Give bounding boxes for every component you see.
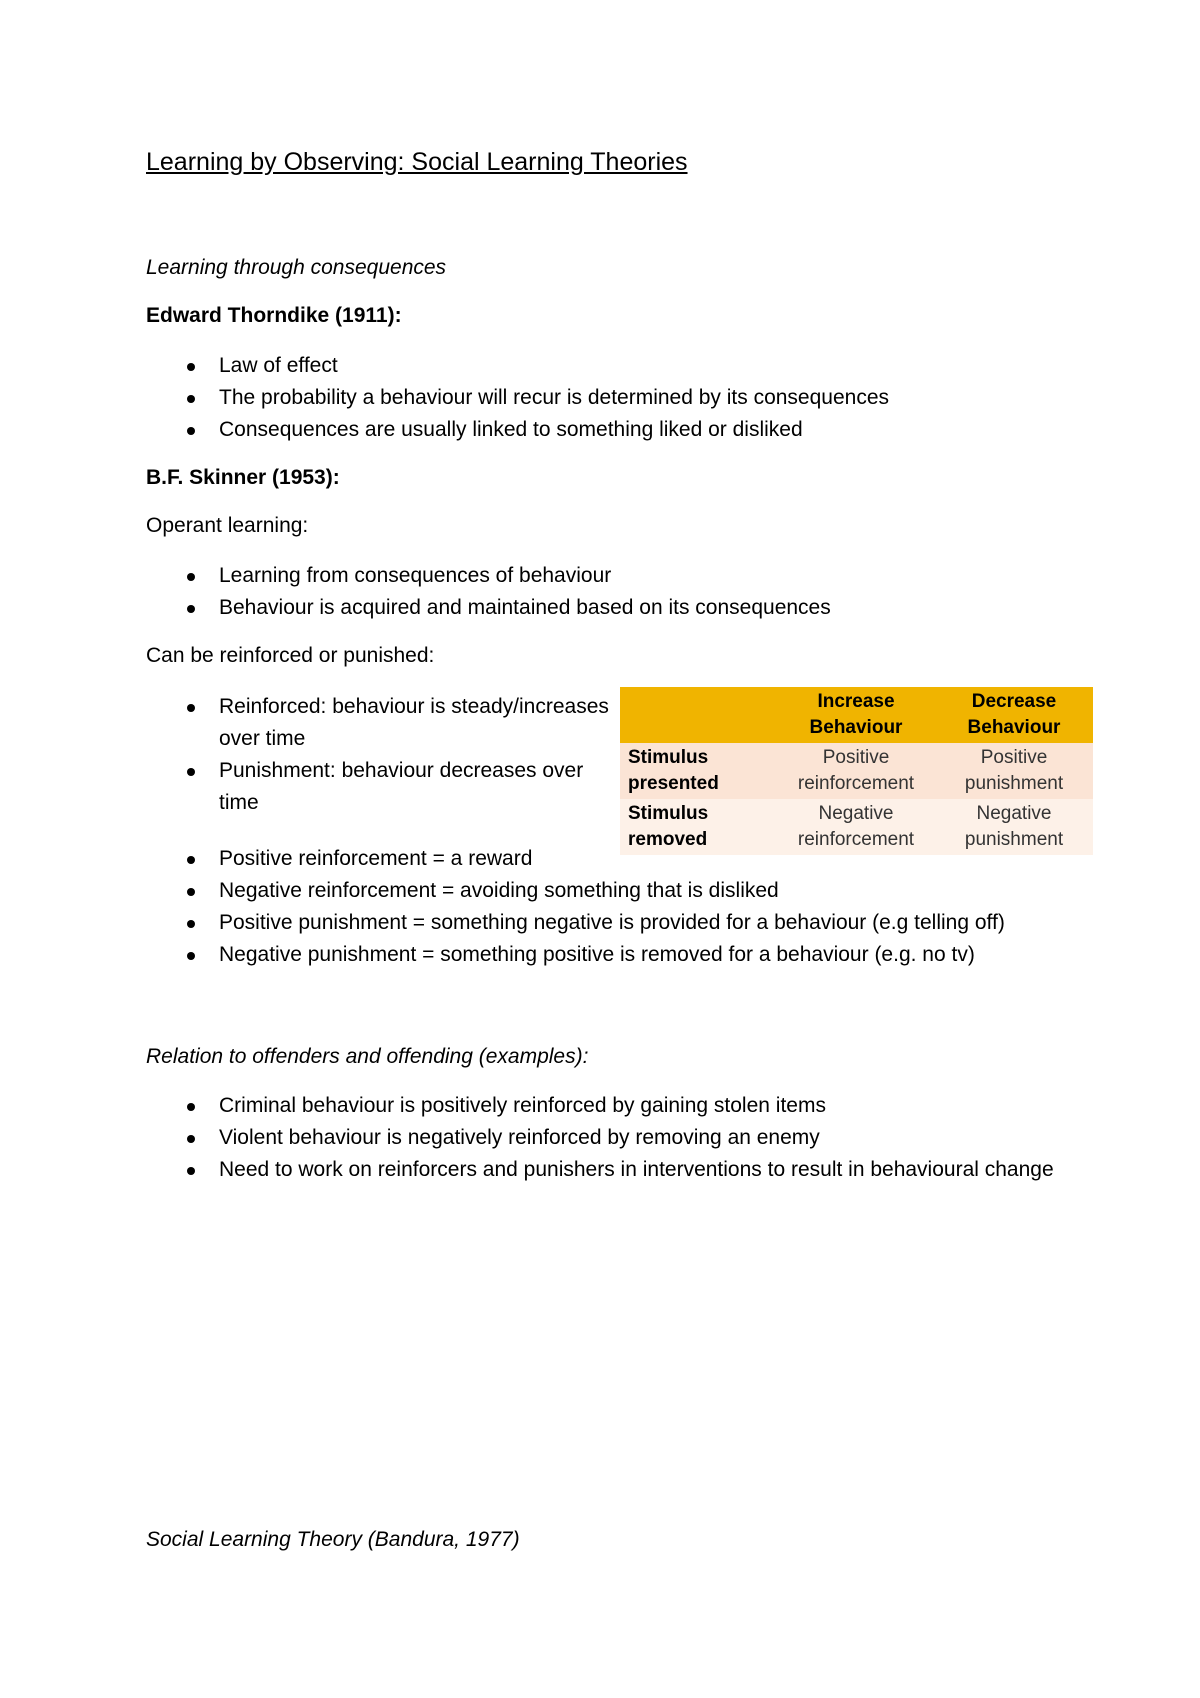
table-cell: Positive punishment	[935, 743, 1093, 799]
list-item: Positive punishment = something negative is provided for a behaviour (e.g telling off)	[146, 907, 1096, 939]
offenders-bullet-list	[146, 1090, 1066, 1186]
section-heading-consequences: Learning through consequences	[146, 256, 447, 279]
skinner-heading: B.F. Skinner (1953):	[146, 466, 340, 489]
list-item: Behaviour is acquired and maintained based on its consequences	[146, 592, 1046, 624]
thorndike-bullet-list	[146, 350, 1046, 446]
list-item: Criminal behaviour is positively reinforced by gaining stolen items	[146, 1090, 1066, 1122]
table-cell: Negative punishment	[935, 799, 1093, 855]
table-cell: Positive reinforcement	[777, 743, 935, 799]
list-item: The probability a behaviour will recur is determined by its consequences	[146, 382, 1046, 414]
list-item: Need to work on reinforcers and punishers in interventions to result in behavioural change	[146, 1154, 1066, 1186]
list-item: Negative punishment = something positive is removed for a behaviour (e.g. no tv)	[146, 939, 1096, 971]
operant-label: Operant learning:	[146, 514, 309, 537]
list-item: Negative reinforcement = avoiding something that is disliked	[146, 875, 1096, 907]
thorndike-heading: Edward Thorndike (1911):	[146, 304, 402, 327]
table-row-label: Stimulus presented	[620, 743, 777, 799]
table-header-cell	[620, 687, 777, 743]
list-item: Law of effect	[146, 350, 1046, 382]
reinforced-label: Can be reinforced or punished:	[146, 644, 435, 667]
table-header-row	[620, 687, 1093, 743]
table-row-label: Stimulus removed	[620, 799, 777, 855]
consequence-table	[620, 687, 1093, 855]
table-cell: Negative reinforcement	[777, 799, 935, 855]
section-heading-social-learning: Social Learning Theory (Bandura, 1977)	[146, 1528, 520, 1551]
table-row	[620, 743, 1093, 799]
list-item: Positive reinforcement = a reward	[146, 843, 1096, 875]
reinforce-punish-bullet-list	[146, 691, 616, 819]
section-heading-offenders: Relation to offenders and offending (examples):	[146, 1045, 589, 1068]
table-header-cell: Increase Behaviour	[777, 687, 935, 743]
reinforcement-types-bullet-list	[146, 843, 1096, 971]
list-item: Consequences are usually linked to something liked or disliked	[146, 414, 1046, 446]
page-title: Learning by Observing: Social Learning Theories	[146, 148, 688, 176]
list-item: Violent behaviour is negatively reinforced by removing an enemy	[146, 1122, 1066, 1154]
list-item: Reinforced: behaviour is steady/increases over time	[146, 691, 616, 755]
operant-bullet-list	[146, 560, 1046, 624]
table-header-cell: Decrease Behaviour	[935, 687, 1093, 743]
list-item: Learning from consequences of behaviour	[146, 560, 1046, 592]
list-item: Punishment: behaviour decreases over time	[146, 755, 616, 819]
